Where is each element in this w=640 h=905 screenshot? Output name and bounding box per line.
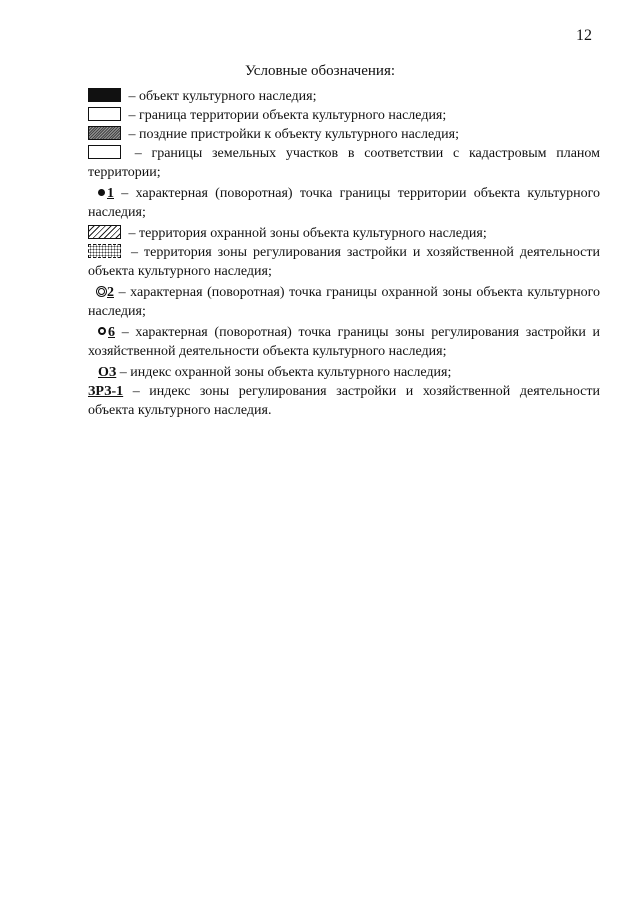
legend-list: [88, 87, 600, 422]
legend-item-protection-zone: [88, 224, 600, 243]
thin-outline-box-icon: [88, 145, 121, 159]
legend-item-heritage-object: [88, 87, 600, 106]
legend-label: – граница территории объекта культурного наследия;: [128, 108, 447, 123]
legend-item-regulation-point: [88, 323, 600, 361]
point-number: 2: [107, 285, 114, 300]
legend-item-territory-border: [88, 106, 600, 125]
legend-label: – поздние пристройки к объекту культурного наследия;: [128, 127, 459, 142]
legend-item-oz-index: [88, 363, 600, 382]
point-number: 6: [108, 325, 115, 340]
legend-item-territory-point: [88, 184, 600, 222]
legend-label: – объект культурного наследия;: [128, 89, 317, 104]
diagonal-hatch-swatch-icon: [88, 225, 121, 239]
legend-label: – территория зоны регулирования застройки и хозяйственной деятельности объекта культурного наследия;: [88, 245, 600, 279]
dotted-swatch-icon: [88, 244, 121, 258]
legend-item-late-additions: [88, 125, 600, 144]
legend-label: – территория охранной зоны объекта культурного наследия;: [128, 226, 487, 241]
legend-item-zrz-index: [88, 382, 600, 420]
outline-box-icon: [88, 107, 121, 121]
index-code: ОЗ: [98, 365, 117, 380]
double-ring-point-icon: [98, 288, 105, 295]
filled-point-icon: [98, 189, 105, 196]
dense-hatch-swatch-icon: [88, 126, 121, 140]
legend-item-regulation-zone: [88, 243, 600, 281]
ring-point-icon: [98, 327, 106, 335]
legend-label: – характерная (поворотная) точка границы зоны регулирования застройки и хозяйственной деятельности объекта культурного наследия;: [88, 325, 601, 359]
point-number: 1: [107, 186, 114, 201]
legend-label: – характерная (поворотная) точка границы территории объекта культурного наследия;: [88, 186, 600, 220]
legend-label: – границы земельных участков в соответствии с кадастровым планом территории;: [88, 146, 600, 180]
page-number: 12: [576, 27, 592, 44]
index-code: ЗРЗ-1: [88, 384, 124, 399]
page-title: Условные обозначения:: [244, 63, 396, 79]
legend-item-protection-point: [88, 283, 600, 321]
legend-label: – индекс зоны регулирования застройки и хозяйственной деятельности объекта культурного наследия.: [88, 384, 600, 418]
solid-black-swatch-icon: [88, 88, 121, 102]
legend-label: – индекс охранной зоны объекта культурного наследия;: [119, 365, 452, 380]
legend-item-land-plots: [88, 144, 600, 182]
legend-label: – характерная (поворотная) точка границы охранной зоны объекта культурного наследия;: [88, 285, 601, 319]
